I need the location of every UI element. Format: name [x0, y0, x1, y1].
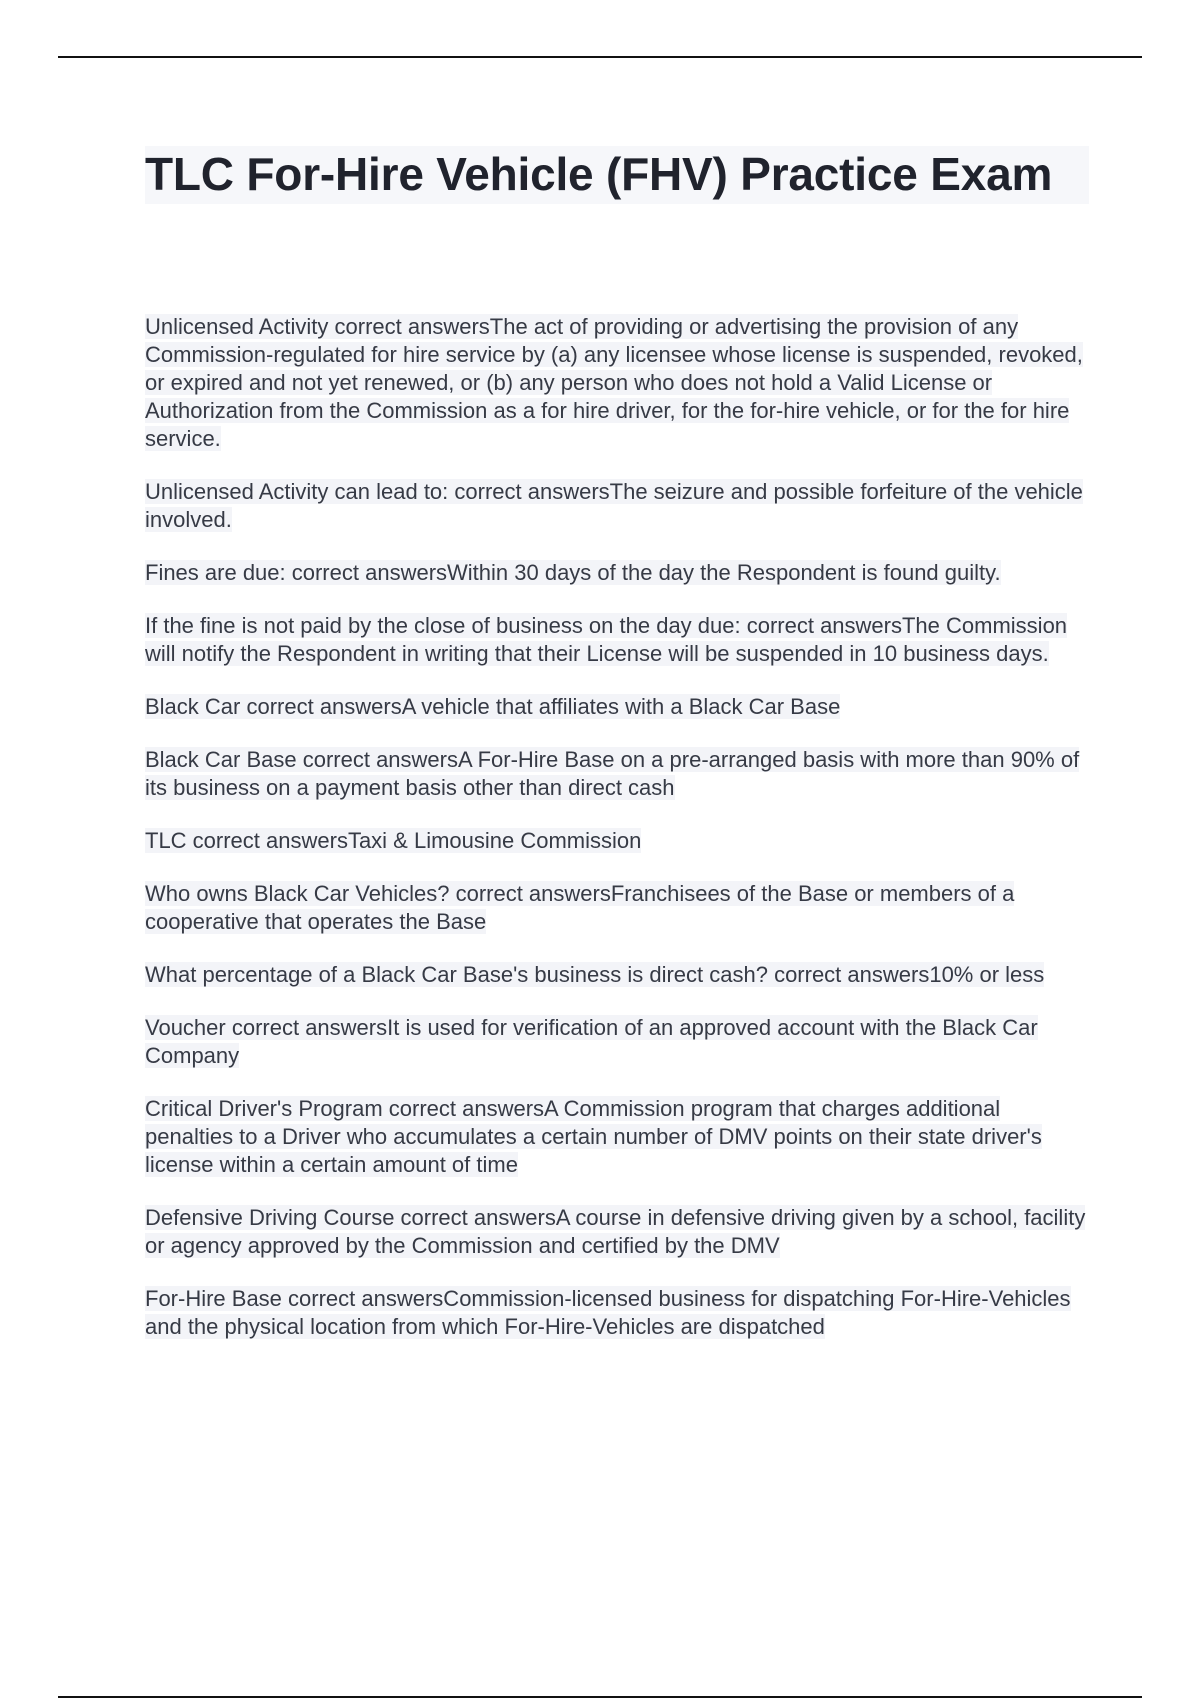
qa-item — [145, 961, 1089, 989]
qa-text: Black Car correct answersA vehicle that affiliates with a Black Car Base — [145, 694, 841, 719]
page-title: TLC For-Hire Vehicle (FHV) Practice Exam — [145, 148, 1053, 200]
qa-item — [145, 478, 1089, 534]
qa-text: Defensive Driving Course correct answersA course in defensive driving given by a school, facility or agency approved by the Commission and certified by the DMV — [145, 1205, 1086, 1258]
qa-item — [145, 559, 1089, 587]
qa-text: What percentage of a Black Car Base's business is direct cash? correct answers10% or less — [145, 962, 1045, 987]
qa-text: Unlicensed Activity can lead to: correct answersThe seizure and possible forfeiture of the vehicle involved. — [145, 479, 1083, 532]
qa-item — [145, 827, 1089, 855]
qa-item — [145, 1285, 1089, 1341]
qa-item — [145, 746, 1089, 802]
qa-text: Voucher correct answersIt is used for verification of an approved account with the Black Car Company — [145, 1015, 1038, 1068]
qa-item — [145, 693, 1089, 721]
qa-item — [145, 880, 1089, 936]
qa-text: If the fine is not paid by the close of business on the day due: correct answersThe Commission will notify the Respondent in writing that their License will be suspended in 10 business days. — [145, 613, 1068, 666]
bottom-divider — [58, 1696, 1142, 1698]
qa-item — [145, 612, 1089, 668]
qa-text: For-Hire Base correct answersCommission-licensed business for dispatching For-Hire-Vehicles and the physical location from which For-Hire-Vehicles are dispatched — [145, 1286, 1071, 1339]
qa-item — [145, 1204, 1089, 1260]
qa-item — [145, 1095, 1089, 1179]
qa-text: Who owns Black Car Vehicles? correct answersFranchisees of the Base or members of a cooperative that operates the Base — [145, 881, 1015, 934]
qa-item — [145, 313, 1089, 453]
qa-list — [145, 313, 1089, 1366]
title-block — [145, 146, 1089, 204]
qa-text: Fines are due: correct answersWithin 30 days of the day the Respondent is found guilty. — [145, 560, 1001, 585]
qa-text: Unlicensed Activity correct answersThe act of providing or advertising the provision of any Commission-regulated for hire service by (a) any licensee whose license is suspended, revoked, or expired and not yet renewed, or (b) any person who does not hold a Valid License or Authorization from the Commission as a for hire driver, for the for-hire vehicle, or for the for hire service. — [145, 314, 1083, 451]
qa-text: Critical Driver's Program correct answersA Commission program that charges additional penalties to a Driver who accumulates a certain number of DMV points on their state driver's license within a certain amount of time — [145, 1096, 1042, 1177]
qa-item — [145, 1014, 1089, 1070]
qa-text: TLC correct answersTaxi & Limousine Commission — [145, 828, 642, 853]
top-divider — [58, 56, 1142, 58]
qa-text: Black Car Base correct answersA For-Hire Base on a pre-arranged basis with more than 90% of its business on a payment basis other than direct cash — [145, 747, 1080, 800]
